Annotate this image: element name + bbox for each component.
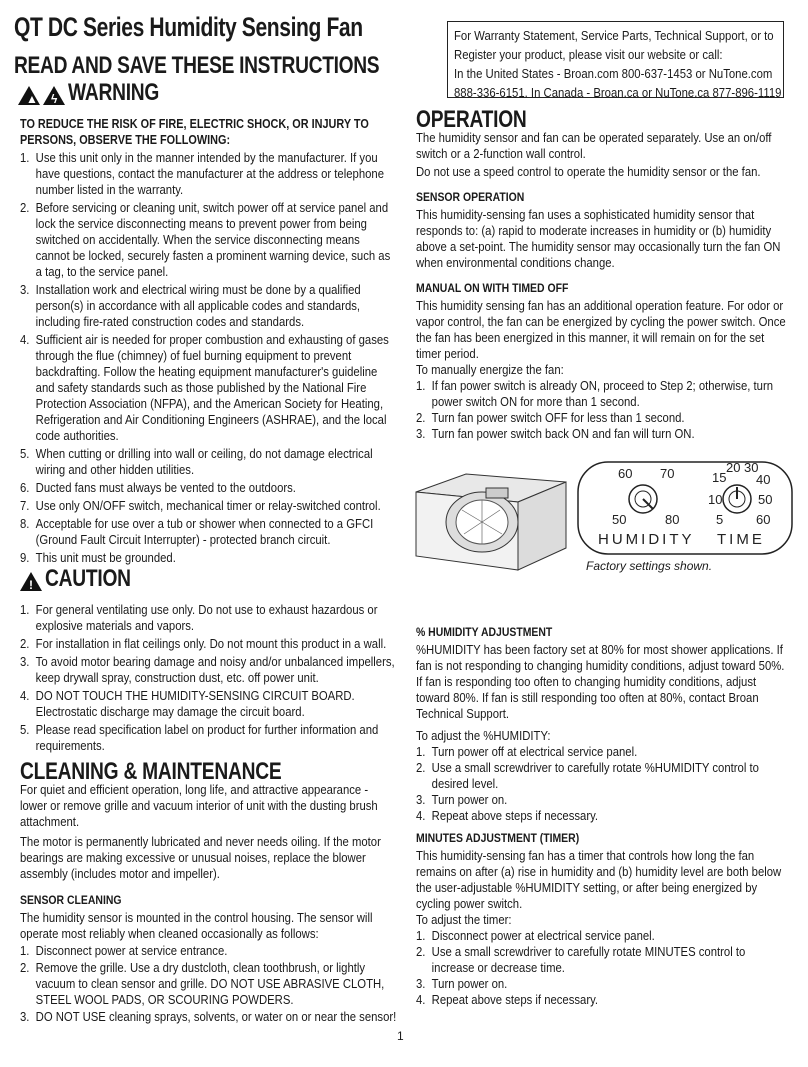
shock-warning-icon: ϟ	[43, 86, 65, 105]
list-item-text: Disconnect power at electrical service panel.	[431, 928, 655, 943]
list-item-text: Repeat above steps if necessary.	[431, 992, 599, 1007]
list-item-text: To avoid motor bearing damage and noisy and/or unbalanced impellers, keep drywall spray, construction dust, etc. off power unit.	[35, 654, 395, 685]
list-item	[416, 378, 790, 410]
cleaning-text	[20, 782, 397, 1025]
list-item	[20, 446, 397, 478]
list-item-text: When cutting or drilling into wall or ceiling, do not damage electrical wiring and other hidden utilities.	[35, 446, 373, 477]
list-item	[20, 150, 397, 198]
list-item	[20, 943, 397, 959]
list-item-number: 2.	[20, 960, 30, 975]
list-item-text: For installation in flat ceilings only. Do not mount this product in a wall.	[35, 636, 387, 651]
list-item-text: Use this unit only in the manner intended by the manufacturer. If you have questions, contact the manufacturer at the address or telephone number listed in the warranty.	[35, 150, 384, 197]
time-dial-label: 60	[756, 512, 771, 527]
list-item	[20, 654, 397, 686]
list-item	[416, 792, 790, 808]
humidity-caption: HUMIDITY	[598, 531, 695, 548]
list-item	[416, 944, 790, 976]
minutes-adjustment-list	[416, 928, 790, 1008]
list-item	[416, 426, 790, 442]
list-item-number: 1.	[20, 943, 30, 958]
sensor-operation-heading: SENSOR OPERATION	[416, 190, 525, 204]
list-item-number: 2.	[416, 760, 426, 775]
list-item-text: Turn fan power switch back ON and fan will turn ON.	[431, 426, 695, 441]
left-column	[20, 79, 400, 1025]
caution-heading: ! CAUTION	[20, 572, 400, 600]
list-item	[20, 498, 397, 514]
list-item-number: 5.	[20, 722, 30, 737]
humidity-dial-label: 70	[660, 466, 675, 481]
list-item-text: If fan power switch is already ON, proceed to Step 2; otherwise, turn power switch ON for more than 1 second.	[431, 378, 774, 409]
list-item-number: 4.	[20, 688, 30, 703]
list-item-number: 4.	[416, 808, 426, 823]
contact-line: In the United States - Broan.com 800-637-1453 or NuTone.com	[454, 66, 773, 81]
humidity-dial-label: 50	[612, 512, 627, 527]
humidity-adjustment-heading: % HUMIDITY ADJUSTMENT	[416, 625, 553, 639]
cleaning-heading: CLEANING & MAINTENANCE	[20, 758, 282, 785]
list-item-number: 3.	[416, 976, 426, 991]
list-item-number: 1.	[416, 378, 426, 393]
list-item-text: Remove the grille. Use a dry dustcloth, clean toothbrush, or lightly vacuum to clean sensor and grille. DO NOT USE ABRASIVE CLOTH, STEEL WOOL PADS, OR SCOURING POWDERS.	[35, 960, 385, 1007]
time-dial-label: 10	[708, 492, 723, 507]
list-item-text: For general ventilating use only. Do not use to exhaust hazardous or explosive materials and vapors.	[35, 602, 378, 633]
warning-heading: ▲ ϟ WARNING	[18, 86, 400, 114]
list-item	[416, 976, 790, 992]
operation-heading: OPERATION	[416, 106, 527, 133]
fire-warning-icon: ▲	[18, 86, 40, 105]
list-item-number: 3.	[416, 426, 426, 441]
list-item-text: Use a small screwdriver to carefully rotate %HUMIDITY control to desired level.	[431, 760, 759, 791]
list-item-number: 4.	[20, 332, 30, 347]
contact-line: For Warranty Statement, Service Parts, Technical Support, or to	[454, 28, 774, 43]
sensor-operation-text: This humidity-sensing fan uses a sophisticated humidity sensor that responds to: (a) rapid to moderate increases in humidity or (b) humidity above a set-point. The humidity sensor may occasionally turn the fan ON when environmental conditions change.	[416, 207, 781, 270]
list-item	[20, 550, 397, 566]
cleaning-paragraph: The motor is permanently lubricated and never needs oiling. If the motor bearings are making excessive or unusual noises, replace the blower assembly (includes motor and impeller).	[20, 834, 381, 881]
list-item-text: Use only ON/OFF switch, mechanical timer or relay-switched control.	[35, 498, 381, 513]
humidity-dial-label: 80	[665, 512, 680, 527]
list-item	[20, 602, 397, 634]
humidity-adjustment-text: %HUMIDITY has been factory set at 80% for most shower applications. If fan is not responding to changing humidity conditions, adjust toward 50%. If fan is responding too often to changing humidity conditions, adjust toward 80%. If fan is still responding too often at 80%, contact Broan Technical Support.	[416, 642, 785, 721]
list-item-number: 2.	[416, 944, 426, 959]
list-item	[416, 760, 790, 792]
list-item-text: Disconnect power at service entrance.	[35, 943, 228, 958]
contact-info-box	[447, 21, 784, 98]
list-item-number: 3.	[416, 792, 426, 807]
list-item	[416, 410, 790, 426]
list-item-text: Before servicing or cleaning unit, switch power off at service panel and lock the service disconnecting means to prevent power from being switched on accidentally. When the service disconnecting means cannot be locked, securely fasten a prominent warning device, such as a tag, to the service panel.	[35, 200, 391, 279]
list-item-number: 2.	[416, 410, 426, 425]
sensor-cleaning-heading: SENSOR CLEANING	[20, 893, 122, 907]
page-title: QT DC Series Humidity Sensing Fan	[14, 12, 363, 42]
time-caption: TIME	[717, 531, 765, 548]
manual-on-text: This humidity sensing fan has an additional operation feature. For odor or vapor control, the fan can be energized by cycling the power switch. Once the fan has been energized in this manner, it will remain on for the set timer period.	[416, 298, 786, 361]
page-number: 1	[397, 1029, 404, 1043]
cleaning-paragraph: For quiet and efficient operation, long life, and attractive appearance - lower or remove grille and vacuum interior of unit with the dusting brush attachment.	[20, 782, 378, 829]
list-item-number: 3.	[20, 1009, 30, 1024]
list-item-number: 1.	[20, 602, 30, 617]
manual-on-intro: To manually energize the fan:	[416, 362, 564, 377]
time-dial-label: 40	[756, 472, 771, 487]
humidity-dial-label: 60	[618, 466, 633, 481]
contact-line: Register your product, please visit our website or call:	[454, 47, 723, 62]
list-item-text: Ducted fans must always be vented to the outdoors.	[35, 480, 296, 495]
humidity-adjustment-list	[416, 744, 790, 824]
manual-on-heading: MANUAL ON WITH TIMED OFF	[416, 281, 569, 295]
list-item	[416, 744, 790, 760]
list-item-number: 5.	[20, 446, 30, 461]
list-item-text: Use a small screwdriver to carefully rotate MINUTES control to increase or decrease time.	[431, 944, 746, 975]
fan-control-figure	[406, 452, 794, 578]
list-item-number: 9.	[20, 550, 30, 565]
warning-list	[20, 150, 397, 566]
warning-intro: TO REDUCE THE RISK OF FIRE, ELECTRIC SHOCK, OR INJURY TO PERSONS, OBSERVE THE FOLLOWING:	[20, 117, 369, 147]
manual-on-list	[416, 378, 790, 442]
right-column-lower	[416, 624, 790, 1008]
list-item-text: Sufficient air is needed for proper combustion and exhausting of gases through the flue (chimney) of fuel burning equipment to prevent backdrafting. Follow the heating equipment manufacturer's guideline and safety standards such as those published by the National Fire Protection Association (NFPA), and the American Society for Heating, Refrigeration and Air Conditioning Engineers (ASHRAE), and the local code authorities.	[35, 332, 389, 443]
list-item	[20, 688, 397, 720]
list-item	[20, 282, 397, 330]
minutes-adjustment-heading: MINUTES ADJUSTMENT (TIMER)	[416, 831, 580, 845]
list-item-text: Please read specification label on product for further information and requirements.	[35, 722, 379, 753]
list-item-number: 1.	[416, 928, 426, 943]
time-dial-label: 50	[758, 492, 773, 507]
time-dial-label: 5	[716, 512, 724, 527]
list-item	[20, 480, 397, 496]
list-item	[20, 200, 397, 280]
time-dial-label: 15	[712, 470, 727, 485]
list-item-number: 3.	[20, 654, 30, 669]
minutes-adjustment-intro: To adjust the timer:	[416, 912, 512, 927]
time-dial-label: 20	[726, 460, 741, 475]
page-subtitle: READ AND SAVE THESE INSTRUCTIONS	[14, 52, 380, 79]
list-item-text: Installation work and electrical wiring must be done by a qualified person(s) in accordance with all applicable codes and standards, including fire-rated construction codes and standards.	[35, 282, 361, 329]
list-item-text: Turn power off at electrical service panel.	[431, 744, 638, 759]
list-item	[416, 992, 790, 1008]
list-item-number: 7.	[20, 498, 30, 513]
list-item-text: This unit must be grounded.	[35, 550, 176, 565]
list-item	[20, 636, 397, 652]
time-dial-label: 30	[744, 460, 759, 475]
list-item	[20, 960, 397, 1008]
figure-caption: Factory settings shown.	[586, 559, 713, 573]
list-item-number: 1.	[20, 150, 30, 165]
list-item	[20, 1009, 397, 1025]
contact-line: 888-336-6151. In Canada - Broan.ca or NuTone.ca 877-896-1119	[454, 85, 782, 98]
list-item-text: Acceptable for use over a tub or shower when connected to a GFCI (Ground Fault Circuit Interrupter) - protected branch circuit.	[35, 516, 374, 547]
list-item-text: Turn fan power switch OFF for less than 1 second.	[431, 410, 685, 425]
list-item-number: 3.	[20, 282, 30, 297]
minutes-adjustment-text: This humidity-sensing fan has a timer that controls how long the fan remains on after (a) rise in humidity and (b) humidity level are both below the user-adjustable %HUMIDITY setting, or after being energized by cycling power switch.	[416, 848, 782, 911]
humidity-adjustment-intro: To adjust the %HUMIDITY:	[416, 728, 551, 743]
caution-icon: !	[20, 572, 42, 591]
caution-list	[20, 602, 397, 754]
list-item-number: 2.	[20, 636, 30, 651]
list-item	[416, 808, 790, 824]
list-item	[416, 928, 790, 944]
list-item-number: 4.	[416, 992, 426, 1007]
list-item-text: Turn power on.	[431, 976, 508, 991]
operation-paragraph: Do not use a speed control to operate the humidity sensor or the fan.	[416, 164, 761, 179]
list-item-text: DO NOT USE cleaning sprays, solvents, or water on or near the sensor!	[35, 1009, 397, 1024]
list-item-text: Turn power on.	[431, 792, 508, 807]
list-item	[20, 332, 397, 444]
list-item	[20, 516, 397, 548]
adjustment-text	[416, 624, 790, 1008]
list-item-text: DO NOT TOUCH THE HUMIDITY-SENSING CIRCUIT BOARD. Electrostatic discharge may damage the circuit board.	[35, 688, 355, 719]
list-item-number: 1.	[416, 744, 426, 759]
operation-text	[416, 130, 790, 442]
list-item-number: 2.	[20, 200, 30, 215]
right-column	[416, 106, 790, 442]
sensor-cleaning-list	[20, 943, 397, 1025]
list-item-number: 6.	[20, 480, 30, 495]
list-item-number: 8.	[20, 516, 30, 531]
sensor-cleaning-intro: The humidity sensor is mounted in the control housing. The sensor will operate most reliably when cleaned occasionally as follows:	[20, 910, 373, 941]
list-item	[20, 722, 397, 754]
operation-paragraph: The humidity sensor and fan can be operated separately. Use an on/off switch or a 2-function wall control.	[416, 130, 772, 161]
list-item-text: Repeat above steps if necessary.	[431, 808, 599, 823]
